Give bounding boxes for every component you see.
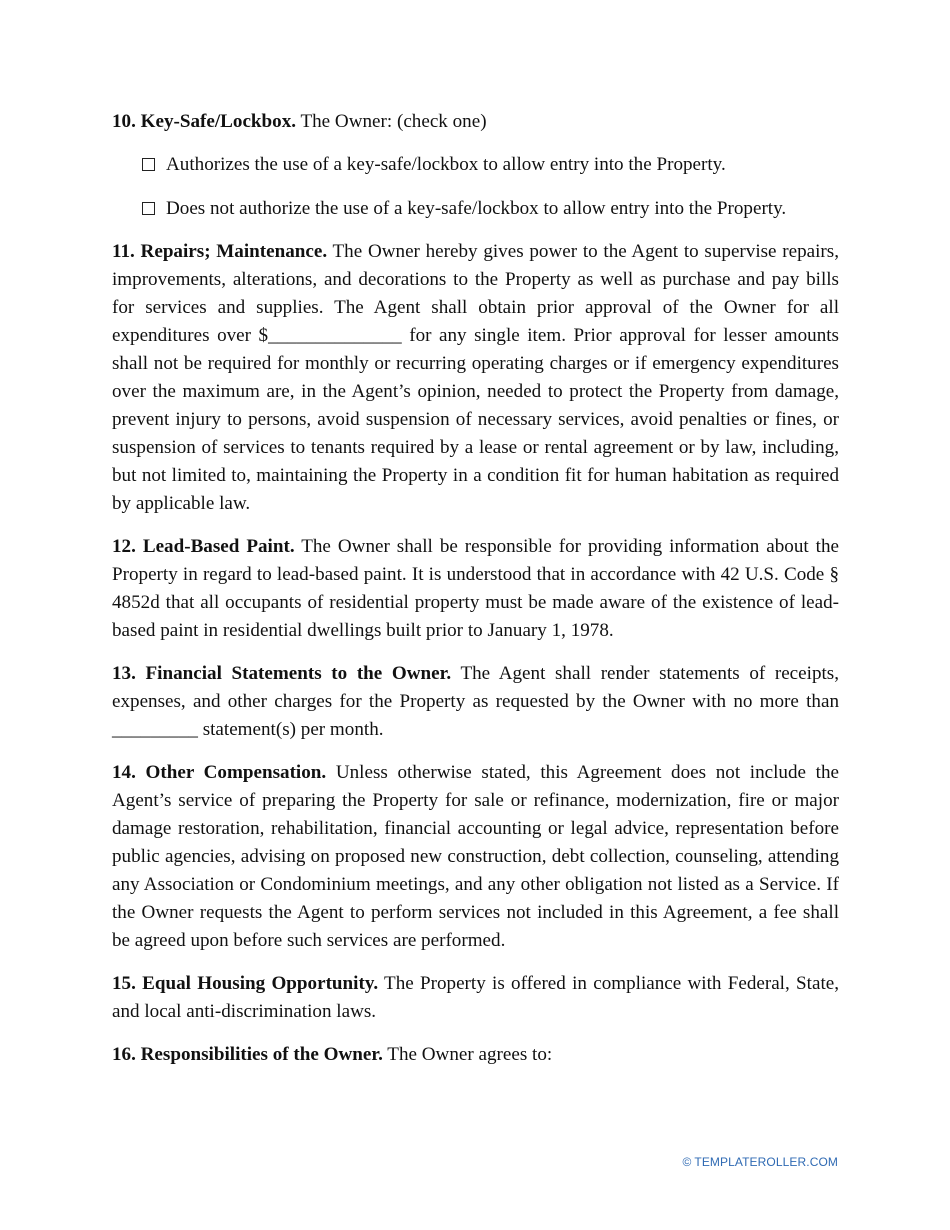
checkbox-option-does-not-authorize[interactable] xyxy=(142,195,839,223)
section-heading: 14. Other Compensation. xyxy=(112,762,327,783)
section-body: The Agent shall render statements of receipts, expenses, and other charges for the Property as requested by the Owner with no more than _________ statement(s) per month. xyxy=(112,663,839,740)
section-body: The Property is offered in compliance with Federal, State, and local anti-discrimination laws. xyxy=(112,973,839,1022)
copyright-icon: © xyxy=(682,1155,692,1169)
section-financial-statements xyxy=(112,660,839,744)
section-heading: 15. Equal Housing Opportunity. xyxy=(112,973,379,994)
section-body: The Owner agrees to: xyxy=(382,1044,553,1065)
section-equal-housing xyxy=(112,970,839,1026)
section-key-safe-lockbox xyxy=(112,108,839,136)
section-body: The Owner hereby gives power to the Agent to supervise repairs, improvements, alterations, and decorations to the Property as well as purchase and pay bills for services and supplies. The Agent shall obtain prior approval of the Owner for all expenditures over $______________ for any single item. Prior approval for lesser amounts shall not be required for monthly or recurring operating charges or if emergency expenditures over the maximum are, in the Agent’s opinion, needed to protect the Property from damage, prevent injury to persons, avoid suspension of necessary services, avoid penalties or fines, or suspension of services to tenants required by a lease or rental agreement or by law, including, but not limited to, maintaining the Property in a condition fit for human habitation as required by applicable law. xyxy=(112,241,839,514)
footer-brand-link[interactable] xyxy=(682,1155,838,1169)
section-body: Unless otherwise stated, this Agreement does not include the Agent’s service of preparing the Property for sale or refinance, modernization, fire or major damage restoration, rehabilitation, financial accounting or legal advice, representation before public agencies, advising on proposed new construction, debt collection, counseling, attending any Association or Condominium meetings, and any other obligation not listed as a Service. If the Owner requests the Agent to perform services not included in this Agreement, a fee shall be agreed upon before such services are performed. xyxy=(112,762,839,951)
section-heading: 12. Lead-Based Paint. xyxy=(112,536,295,557)
checkbox-icon[interactable] xyxy=(142,202,155,215)
section-heading: 13. Financial Statements to the Owner. xyxy=(112,663,452,684)
section-owner-responsibilities xyxy=(112,1041,839,1069)
section-heading: 11. Repairs; Maintenance. xyxy=(112,241,328,262)
footer-brand[interactable]: TEMPLATEROLLER.COM xyxy=(694,1155,838,1169)
section-lead-based-paint xyxy=(112,533,839,645)
section-other-compensation xyxy=(112,759,839,955)
section-repairs-maintenance xyxy=(112,238,839,518)
section-body: The Owner: (check one) xyxy=(296,111,487,132)
document-page xyxy=(112,108,839,1084)
checkbox-label: Does not authorize the use of a key-safe/lockbox to allow entry into the Property. xyxy=(166,198,787,219)
section-body: The Owner shall be responsible for providing information about the Property in regard to lead-based paint. It is understood that in accordance with 42 U.S. Code § 4852d that all occupants of residential property must be made aware of the existence of lead-based paint in residential dwellings built prior to January 1, 1978. xyxy=(112,536,839,641)
section-heading: 10. Key-Safe/Lockbox. xyxy=(112,111,297,132)
checkbox-label: Authorizes the use of a key-safe/lockbox to allow entry into the Property. xyxy=(166,154,726,175)
checkbox-icon[interactable] xyxy=(142,158,155,171)
section-heading: 16. Responsibilities of the Owner. xyxy=(112,1044,383,1065)
checkbox-option-authorizes[interactable] xyxy=(142,151,839,179)
